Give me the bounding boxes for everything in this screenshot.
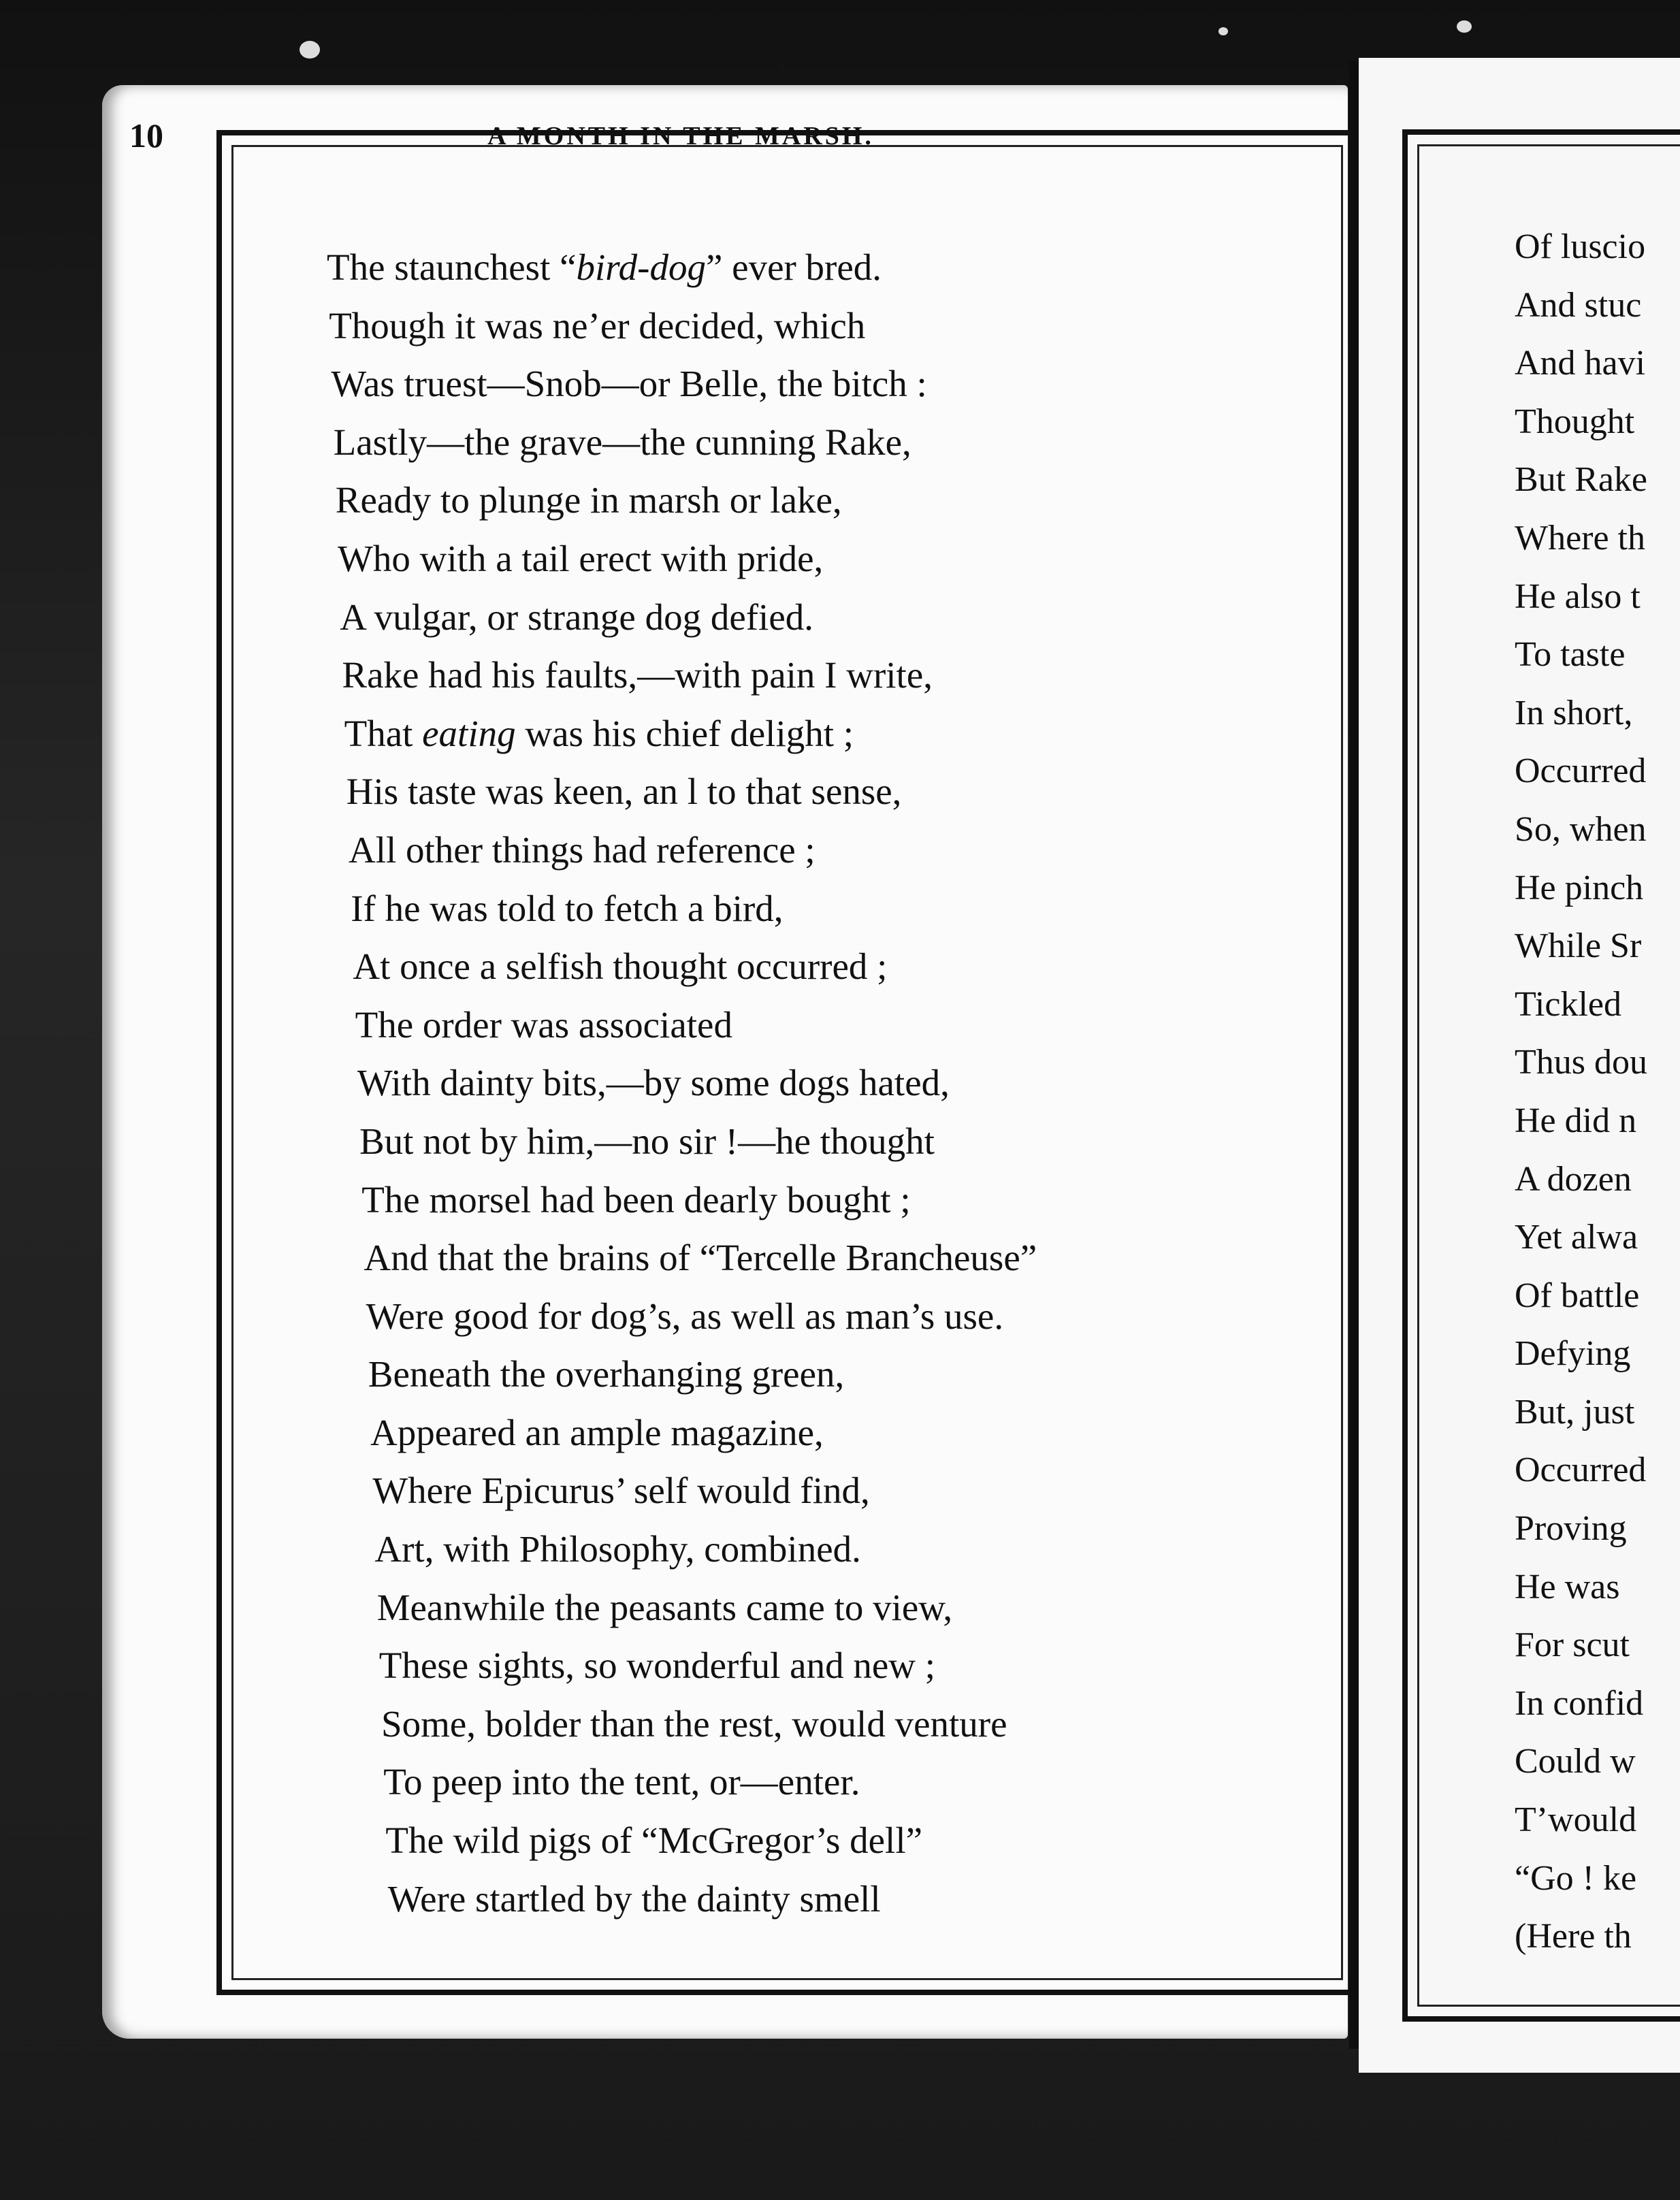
poem-line — [327, 762, 1293, 821]
poem-line — [327, 646, 1293, 705]
scan-speck — [1457, 20, 1472, 33]
poem-line-text: Who with a tail erect with pride, — [338, 537, 824, 579]
poem-line-text: These sights, so wonderful and new ; — [378, 1645, 936, 1687]
poem-line: He was — [1515, 1567, 1620, 1606]
poem-line-text: Were good for dog’s, as well as man’s use. — [366, 1295, 1004, 1337]
poem-line-emphasis: eating — [422, 712, 516, 754]
poem-line — [327, 471, 1293, 530]
poem-line: Where th — [1515, 518, 1646, 557]
poem-line-text: Where Epicurus’ self would find, — [372, 1470, 870, 1512]
poem-line-text: ” ever bred. — [706, 246, 882, 288]
poem-line: And havi — [1515, 344, 1646, 383]
poem-line-text: If he was told to fetch a bird, — [351, 887, 784, 929]
poem-line: In short, — [1515, 693, 1633, 732]
poem-line: (Here th — [1515, 1917, 1632, 1956]
poem-line-text: That — [344, 712, 423, 754]
poem-line — [327, 1171, 1293, 1229]
poem-line: To taste — [1515, 635, 1626, 675]
poem-line — [327, 821, 1293, 879]
poem-line — [327, 1112, 1293, 1171]
poem-line-text: Lastly—the grave—the cunning Rake, — [333, 421, 911, 463]
scan-speck — [300, 41, 320, 59]
poem-line — [327, 705, 1293, 763]
poem-line: A dozen — [1515, 1159, 1632, 1199]
poem-line: “Go ! ke — [1515, 1858, 1637, 1898]
poem-line: While Sr — [1515, 926, 1642, 966]
poem-line: And stuc — [1515, 285, 1642, 325]
poem-line-text: Beneath the overhanging green, — [368, 1353, 845, 1395]
scan-speck — [1218, 27, 1228, 35]
running-head: A MONTH IN THE MARSH. — [487, 122, 874, 150]
poem-line — [327, 1229, 1293, 1287]
poem-line: Yet alwa — [1515, 1218, 1638, 1257]
poem-line — [327, 996, 1293, 1054]
poem-line: In confid — [1515, 1683, 1644, 1723]
poem-line — [327, 1753, 1293, 1811]
poem-line — [327, 588, 1293, 647]
poem-line: Thought — [1515, 402, 1635, 441]
poem-line — [327, 1287, 1293, 1346]
poem-line-text: All other things had reference ; — [349, 828, 815, 871]
poem-line-text: Was truest—Snob—or Belle, the bitch : — [331, 363, 927, 405]
poem-line — [327, 297, 1293, 355]
poem-line-text: Appeared an ample magazine, — [370, 1411, 824, 1453]
poem-line — [327, 1520, 1293, 1579]
poem-line — [327, 1461, 1293, 1520]
left-poem-text — [327, 238, 1293, 1928]
poem-line: Defying — [1515, 1334, 1631, 1374]
poem-line: But, just — [1515, 1392, 1635, 1431]
poem-line — [327, 238, 1293, 297]
poem-line: For scut — [1515, 1625, 1630, 1665]
poem-line-text: A vulgar, or strange dog defied. — [340, 596, 813, 638]
poem-line — [327, 1870, 1293, 1928]
page-number: 10 — [129, 116, 163, 155]
poem-line — [327, 1579, 1293, 1637]
poem-line: Occurred — [1515, 751, 1647, 791]
poem-line: T’would — [1515, 1800, 1637, 1840]
poem-line-text: Though it was ne’er decided, which — [329, 304, 866, 346]
poem-line-text: Ready to plunge in marsh or lake, — [335, 479, 842, 521]
poem-line: Of luscio — [1515, 227, 1646, 266]
poem-line-text: With dainty bits,—by some dogs hated, — [357, 1062, 950, 1104]
poem-line: Could w — [1515, 1742, 1636, 1781]
poem-line-text: To peep into the tent, or—enter. — [383, 1761, 860, 1803]
poem-line — [327, 355, 1293, 413]
poem-line — [327, 1811, 1293, 1870]
poem-line: Tickled — [1515, 984, 1621, 1024]
poem-line-text: Meanwhile the peasants came to view, — [376, 1586, 953, 1628]
poem-line: He pinch — [1515, 868, 1644, 907]
poem-line: Proving — [1515, 1509, 1627, 1549]
poem-line-text: Were startled by the dainty smell — [387, 1877, 881, 1920]
poem-line: He also t — [1515, 577, 1641, 616]
poem-line-text: The wild pigs of “McGregor’s dell” — [385, 1819, 923, 1862]
poem-line: He did n — [1515, 1101, 1637, 1140]
poem-line — [327, 937, 1293, 996]
poem-line-text: The staunchest “ — [327, 246, 577, 288]
poem-line: Of battle — [1515, 1276, 1640, 1315]
poem-line-text: His taste was keen, an l to that sense, — [346, 771, 902, 813]
poem-line-emphasis: bird-dog — [576, 246, 706, 288]
poem-line-text: At once a selfish thought occurred ; — [353, 945, 888, 988]
right-poem-text — [1515, 218, 1680, 1966]
poem-line — [327, 879, 1293, 938]
poem-line-text: was his chief delight ; — [515, 712, 854, 754]
poem-line-text: Art, with Philosophy, combined. — [374, 1528, 861, 1570]
poem-line-text: Rake had his faults,—with pain I write, — [342, 654, 933, 696]
poem-line-text: The morsel had been dearly bought ; — [361, 1178, 911, 1220]
poem-line: Occurred — [1515, 1451, 1647, 1490]
poem-line — [327, 1636, 1293, 1695]
poem-line: So, when — [1515, 809, 1647, 849]
poem-line: But Rake — [1515, 460, 1647, 500]
poem-line-text: The order was associated — [355, 1003, 732, 1046]
book-spine — [1349, 61, 1359, 2049]
poem-line-text: But not by him,—no sir !—he thought — [359, 1120, 935, 1162]
poem-line: Thus dou — [1515, 1043, 1647, 1082]
poem-line — [327, 1054, 1293, 1112]
poem-line — [327, 530, 1293, 588]
poem-line — [327, 1345, 1293, 1404]
poem-line — [327, 1404, 1293, 1462]
poem-line — [327, 1695, 1293, 1753]
poem-line-text: And that the brains of “Tercelle Brancheuse” — [364, 1237, 1037, 1279]
poem-line-text: Some, bolder than the rest, would venture — [381, 1702, 1007, 1745]
poem-line — [327, 413, 1293, 472]
